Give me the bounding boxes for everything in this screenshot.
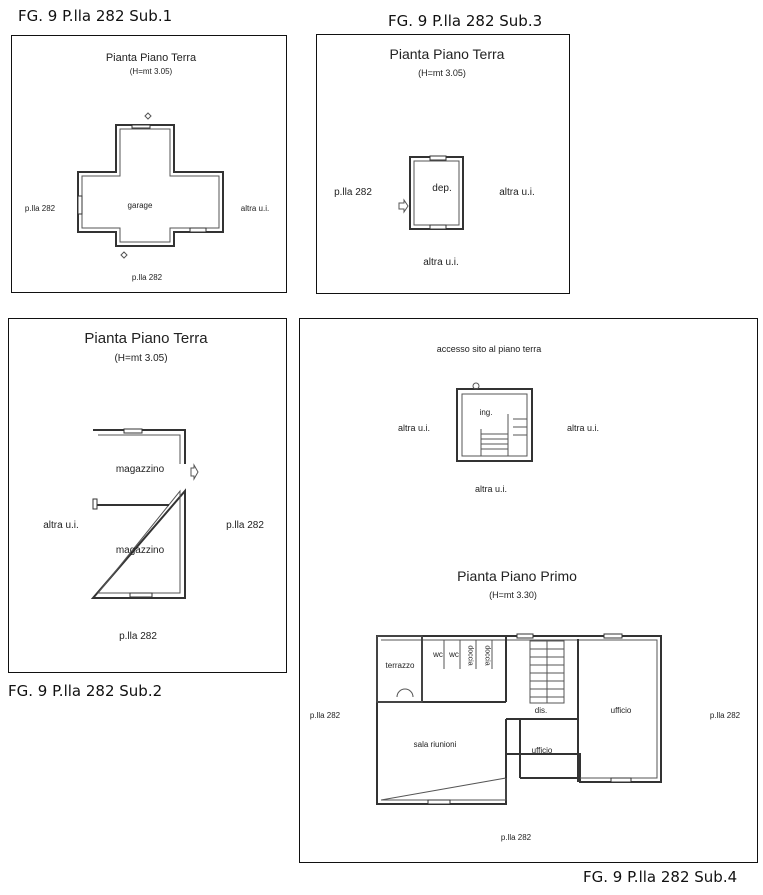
sub4-title: Pianta Piano Primo — [457, 568, 577, 584]
sub2-neighbor-right: p.lla 282 — [226, 520, 264, 531]
sub4-room-ufficio-small: ufficio — [531, 746, 553, 755]
sub1-neighbor-right: altra u.i. — [240, 204, 270, 213]
sub4-ground-room-ing: ing. — [479, 408, 493, 417]
caption-sub2: FG. 9 P.lla 282 Sub.2 — [8, 682, 163, 700]
caption-sub1: FG. 9 P.lla 282 Sub.1 — [18, 7, 173, 25]
floorplan-panel-sub3 — [316, 34, 570, 294]
sub3-room-dep: dep. — [432, 183, 452, 194]
sub4-ground-neighbor-left: altra u.i. — [397, 423, 431, 433]
sub2-room-magazzino-top: magazzino — [115, 464, 165, 475]
sub4-room-ufficio-right: ufficio — [610, 706, 632, 715]
sub4-room-wc1: wc — [433, 650, 443, 659]
floorplan-panel-sub4 — [299, 318, 758, 863]
sub1-height: (H=mt 3.05) — [129, 67, 173, 76]
caption-sub4: FG. 9 P.lla 282 Sub.4 — [583, 868, 738, 886]
sub2-title: Pianta Piano Terra — [84, 330, 208, 347]
sub4-room-terrazzo: terrazzo — [385, 661, 415, 670]
sub3-neighbor-right: altra u.i. — [499, 187, 535, 198]
sub4-room-doccia2: doccia — [483, 645, 491, 666]
sub4-neighbor-bottom: p.lla 282 — [500, 833, 532, 842]
sub3-title: Pianta Piano Terra — [389, 46, 505, 62]
caption-sub3: FG. 9 P.lla 282 Sub.3 — [388, 12, 543, 30]
sub2-neighbor-bottom: p.lla 282 — [119, 631, 157, 642]
floorplan-sub2-drawing — [9, 319, 288, 674]
sub4-neighbor-left: p.lla 282 — [309, 711, 341, 720]
sub4-room-wc2: wc — [449, 650, 459, 659]
sub4-room-doccia1: doccia — [466, 645, 474, 666]
sub3-neighbor-bottom: altra u.i. — [423, 257, 459, 268]
sub1-title: Pianta Piano Terra — [105, 52, 197, 64]
sub2-room-magazzino-bottom: magazzino — [115, 545, 165, 556]
sub4-ground-title: accesso sito al piano terra — [436, 344, 542, 354]
sub1-neighbor-bottom: p.lla 282 — [131, 273, 163, 282]
sub4-room-sala-riunioni: sala riunioni — [413, 740, 457, 749]
sub1-room-garage: garage — [127, 201, 153, 210]
sub4-height: (H=mt 3.30) — [489, 590, 537, 600]
sub4-ground-neighbor-bottom: altra u.i. — [474, 484, 508, 494]
sub2-neighbor-left: altra u.i. — [43, 520, 79, 531]
sub3-height: (H=mt 3.05) — [418, 68, 466, 78]
floorplan-panel-sub2 — [8, 318, 287, 673]
sub4-neighbor-right: p.lla 282 — [709, 711, 741, 720]
sub4-room-dis: dis. — [534, 706, 548, 715]
sub2-height: (H=mt 3.05) — [114, 353, 168, 364]
sub3-neighbor-left: p.lla 282 — [334, 187, 372, 198]
floorplan-panel-sub1 — [11, 35, 287, 293]
sub4-ground-neighbor-right: altra u.i. — [566, 423, 600, 433]
sub1-neighbor-left: p.lla 282 — [24, 204, 56, 213]
